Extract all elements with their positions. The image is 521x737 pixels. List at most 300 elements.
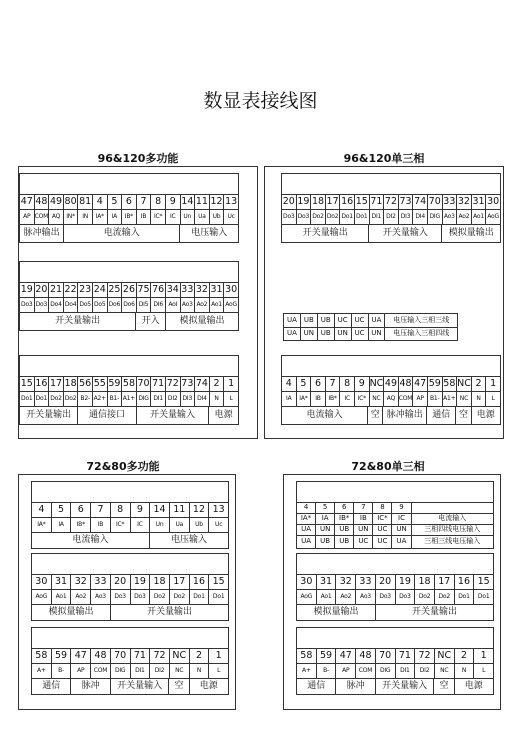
wiring-cell: UA [392, 535, 411, 548]
terminal-signal: AP [413, 391, 428, 406]
terminal-group-label: 开关量输入 [137, 406, 210, 424]
terminal-number: 9 [166, 194, 181, 209]
wiring-cell: UC [335, 314, 352, 327]
terminal-number: 73 [181, 378, 194, 389]
terminal-signal: Ao3 [91, 589, 111, 604]
terminal-number: 71 [152, 378, 165, 389]
terminal-signal: IA [282, 391, 297, 406]
terminal-signal: Do3 [35, 297, 50, 312]
terminal-signal: Ao2 [457, 209, 472, 224]
terminal-number: 21 [49, 284, 63, 295]
panel-96-120-multi [18, 166, 258, 439]
wiring-cell: UN [392, 524, 411, 535]
terminal-number: 2 [472, 376, 487, 391]
terminal-group-label: 通信 [32, 678, 71, 694]
terminal-number: 9 [131, 502, 151, 517]
terminal-group-label: 开关量输入 [111, 678, 170, 694]
terminal-signal: DI1 [151, 391, 166, 406]
terminal-signal: Do3 [297, 209, 312, 224]
terminal-number: 33 [443, 196, 456, 207]
terminal-number: NC [457, 378, 471, 389]
terminal-number: 81 [79, 196, 92, 207]
wiring-cell: UN [354, 524, 373, 535]
terminal-signal: IC* [111, 517, 131, 532]
terminal-signal: Do3 [282, 209, 297, 224]
terminal-group-label: 电压输入 [170, 535, 207, 545]
terminal-number: NC [170, 648, 190, 663]
wiring-cell: UA [297, 535, 316, 548]
current-voltage-wiring-table [296, 481, 494, 549]
terminal-number: 59 [52, 648, 72, 663]
terminal-number: 8 [151, 194, 166, 209]
terminal-number: 74 [195, 378, 208, 389]
wiring-cell: UN [316, 524, 335, 535]
wiring-cell: UB [335, 524, 354, 535]
wiring-cell: IC* [373, 513, 392, 524]
terminal-number: 4 [93, 194, 108, 209]
wiring-cell: UC [352, 314, 369, 327]
terminal-signal: Do3 [396, 589, 416, 604]
terminal-signal: DIG [137, 391, 152, 406]
terminal-number: 9 [355, 376, 370, 391]
terminal-signal: Do1 [455, 589, 475, 604]
terminal-signal: IA* [93, 209, 108, 224]
terminal-signal: Ua [170, 517, 190, 532]
terminal-signal: Ao3 [356, 589, 376, 604]
terminal-signal: AP [336, 663, 356, 678]
terminal-signal: Do2 [311, 209, 326, 224]
terminal-group-label: 电源 [199, 681, 218, 691]
terminal-number: 20 [111, 574, 131, 589]
terminal-number: 31 [472, 196, 485, 207]
terminal-number: 31 [317, 574, 337, 589]
terminal-signal: AQ [49, 209, 64, 224]
page-title: 数显表接线图 [203, 90, 318, 112]
terminal-signal: DI3 [181, 391, 196, 406]
panel-title-96-120-multi: 96&120多功能 [97, 152, 179, 165]
terminal-number: 48 [35, 196, 48, 207]
terminal-signal: AQ [384, 391, 399, 406]
terminal-number: 47 [20, 196, 33, 207]
wiring-cell: UB [318, 314, 335, 327]
terminal-signal: AoG [32, 589, 52, 604]
terminal-block [31, 627, 229, 695]
terminal-number: 16 [35, 378, 48, 389]
terminal-signal: IN* [64, 209, 79, 224]
wiring-cell: UB [301, 314, 318, 327]
terminal-signal: Do1 [477, 593, 490, 600]
terminal-number: 56 [79, 378, 92, 389]
terminal-signal: B2- [78, 391, 93, 406]
terminal-block [31, 481, 229, 549]
terminal-signal: IB [91, 517, 111, 532]
terminal-signal: Do6 [108, 297, 123, 312]
terminal-number: 13 [212, 504, 225, 515]
terminal-number: 6 [335, 502, 354, 513]
terminal-number: 1 [490, 378, 497, 389]
terminal-signal: Ao1 [317, 589, 337, 604]
terminal-number: 58 [122, 378, 135, 389]
terminal-number: 23 [79, 284, 92, 295]
terminal-group-label: 电源 [214, 410, 233, 420]
terminal-signal: Do3 [131, 589, 151, 604]
terminal-group-label: 开关量输入 [376, 678, 435, 694]
terminal-signal: Do2 [150, 589, 170, 604]
terminal-number: 32 [336, 574, 356, 589]
terminal-number: 5 [297, 376, 312, 391]
terminal-number: 20 [376, 574, 396, 589]
terminal-signal: N [210, 391, 225, 406]
terminal-signal: Do2 [415, 589, 435, 604]
terminal-signal: IC [166, 209, 181, 224]
terminal-number: 70 [428, 196, 441, 207]
terminal-number: 30 [297, 574, 317, 589]
terminal-group-label: 模拟量输出 [32, 604, 111, 620]
terminal-cover [32, 482, 228, 503]
terminal-group-label: 开关量输出 [20, 312, 136, 330]
terminal-signal: Do3 [20, 297, 35, 312]
terminal-number: 18 [311, 196, 325, 207]
terminal-number: 15 [212, 576, 225, 587]
panel-title-72-80-single-three: 72&80单三相 [351, 460, 425, 473]
terminal-signal: N [472, 391, 487, 406]
terminal-number: 30 [487, 196, 500, 207]
terminal-number: 32 [71, 574, 91, 589]
terminal-number: 24 [93, 284, 106, 295]
terminal-number: 7 [91, 502, 111, 517]
terminal-signal: DI4 [195, 391, 210, 406]
terminal-number: NC [435, 648, 455, 663]
terminal-number: 2 [455, 648, 475, 663]
terminal-signal: NC [170, 663, 190, 678]
terminal-number: 2 [210, 376, 225, 391]
terminal-signal: Do2 [170, 589, 190, 604]
terminal-signal: AP [20, 209, 35, 224]
terminal-group-label: 电流输入 [282, 406, 368, 424]
terminal-number: 16 [341, 196, 354, 207]
terminal-signal: AoG [297, 589, 317, 604]
wiring-cell: UA [284, 327, 301, 340]
terminal-signal: DI6 [151, 297, 166, 312]
terminal-number: 72 [166, 378, 179, 389]
wiring-cell: UA [369, 314, 386, 327]
wiring-cell: UB [316, 535, 335, 548]
terminal-signal: Ao3 [443, 209, 458, 224]
terminal-number: 12 [190, 502, 210, 517]
terminal-number: 72 [384, 196, 397, 207]
terminal-signal: Ao1 [52, 589, 72, 604]
terminal-number: 76 [152, 284, 165, 295]
terminal-signal: DI2 [384, 209, 399, 224]
wiring-cell: UA [284, 314, 301, 327]
terminal-signal: Do1 [35, 391, 50, 406]
terminal-number: 47 [336, 648, 356, 663]
terminal-group-label: 开入 [136, 312, 166, 330]
terminal-number: 25 [108, 284, 121, 295]
terminal-group-label: 空 [456, 406, 471, 424]
panel-72-80-multi [18, 474, 236, 710]
terminal-number: 49 [384, 378, 397, 389]
terminal-cover [32, 554, 228, 575]
terminal-number: 19 [131, 574, 151, 589]
terminal-number: 4 [282, 376, 297, 391]
terminal-number: 11 [195, 196, 208, 207]
terminal-number: 7 [326, 376, 341, 391]
terminal-number: 5 [316, 502, 335, 513]
terminal-cover [20, 174, 238, 195]
terminal-group-label: 开关量输出 [282, 224, 369, 242]
terminal-number: 74 [414, 196, 427, 207]
wiring-cell: UC [373, 535, 392, 548]
terminal-number: 71 [131, 648, 151, 663]
terminal-number: 6 [122, 194, 137, 209]
terminal-number: 6 [311, 376, 326, 391]
terminal-number: 59 [108, 378, 121, 389]
voltage-wiring-table [283, 313, 458, 341]
terminal-group-label: 通信 [427, 406, 456, 424]
terminal-number: 1 [228, 378, 235, 389]
terminal-signal: Do1 [355, 209, 370, 224]
terminal-group-label: 模拟量输出 [448, 228, 494, 238]
terminal-number: 20 [35, 284, 48, 295]
terminal-number: 16 [455, 574, 475, 589]
terminal-signal: NC [435, 663, 455, 678]
wiring-label: 电压输入三相三线 [393, 316, 450, 324]
terminal-signal: IA* [32, 517, 52, 532]
terminal-cover [32, 628, 228, 649]
empty-cell [412, 502, 493, 513]
terminal-number: 1 [480, 650, 487, 661]
terminal-group-label: 电压输入 [191, 228, 228, 238]
terminal-signal: B- [52, 663, 72, 678]
terminal-group-label: 电流输入 [32, 532, 150, 548]
terminal-signal: Do2 [49, 391, 64, 406]
terminal-number: 15 [20, 378, 33, 389]
wiring-label: 三相四线电压输入 [424, 525, 481, 533]
terminal-group-label: 空 [169, 678, 189, 694]
terminal-number: 18 [415, 574, 435, 589]
terminal-signal: B- [317, 663, 337, 678]
wiring-cell: UN [369, 327, 386, 340]
terminal-number: 59 [428, 378, 441, 389]
terminal-number: 33 [356, 574, 376, 589]
terminal-group-label: 脉冲输出 [383, 406, 427, 424]
terminal-number: 19 [20, 284, 33, 295]
terminal-number: 71 [370, 196, 383, 207]
terminal-signal: IA [52, 517, 72, 532]
terminal-signal: NC [370, 391, 385, 406]
wiring-cell: UA [297, 524, 316, 535]
terminal-signal: Do6 [122, 297, 137, 312]
terminal-signal: IA [108, 209, 123, 224]
terminal-signal: NC [457, 391, 472, 406]
terminal-block [19, 261, 239, 331]
panel-72-80-single-three [283, 474, 501, 710]
terminal-signal: A+ [32, 663, 52, 678]
terminal-number: 8 [340, 376, 355, 391]
terminal-number: 11 [170, 502, 190, 517]
terminal-signal: DI5 [137, 297, 152, 312]
terminal-signal: IC [131, 517, 151, 532]
terminal-signal: Do1 [212, 593, 225, 600]
terminal-signal: N [455, 663, 475, 678]
wiring-cell: IA* [297, 513, 316, 524]
terminal-signal: DIG [428, 209, 443, 224]
terminal-number: 31 [210, 284, 223, 295]
terminal-group-label: 空 [434, 678, 454, 694]
terminal-signal: IB [137, 209, 152, 224]
terminal-signal: DI1 [131, 663, 151, 678]
terminal-signal: Do3 [376, 589, 396, 604]
terminal-number: 48 [399, 378, 412, 389]
terminal-signal: DI4 [413, 209, 428, 224]
terminal-signal: Do4 [64, 297, 79, 312]
terminal-group-label: 开关量输入 [369, 224, 442, 242]
terminal-block [31, 553, 229, 621]
terminal-signal: A2+ [93, 391, 108, 406]
terminal-number: 12 [210, 196, 223, 207]
terminal-cover [20, 356, 238, 377]
terminal-number: 5 [52, 502, 72, 517]
wiring-cell: IA [316, 513, 335, 524]
terminal-number: 6 [71, 502, 91, 517]
terminal-block [19, 355, 239, 425]
terminal-number: 72 [150, 648, 170, 663]
wiring-label: 电压输入三相四线 [393, 329, 450, 337]
terminal-number: 30 [32, 574, 52, 589]
terminal-signal: Ua [195, 209, 210, 224]
terminal-number: 47 [71, 648, 91, 663]
terminal-number: 70 [376, 648, 396, 663]
terminal-group-label: 电源 [464, 681, 483, 691]
terminal-number: 18 [64, 378, 77, 389]
terminal-group-label: 脉冲 [336, 678, 375, 694]
wiring-cell: IB* [335, 513, 354, 524]
terminal-number: 1 [215, 650, 222, 661]
terminal-signal: DI2 [150, 663, 170, 678]
terminal-signal: Un [150, 517, 170, 532]
terminal-number: 32 [195, 284, 208, 295]
terminal-signal: Ub [190, 517, 210, 532]
terminal-signal: Do2 [326, 209, 341, 224]
wiring-cell: UN [301, 327, 318, 340]
terminal-number: 73 [399, 196, 412, 207]
terminal-cover [20, 262, 238, 283]
wiring-cell: UB [318, 327, 335, 340]
terminal-signal: Do1 [190, 589, 210, 604]
terminal-number: 4 [32, 502, 52, 517]
terminal-number: 31 [52, 574, 72, 589]
terminal-signal: B1- [108, 391, 123, 406]
terminal-number: 15 [477, 576, 490, 587]
terminal-signal: L [217, 667, 221, 674]
terminal-number: 80 [64, 196, 77, 207]
terminal-signal: COM [356, 663, 376, 678]
terminal-cover [282, 356, 500, 377]
terminal-signal: COM [399, 391, 414, 406]
terminal-group-label: 通信 [297, 678, 336, 694]
terminal-signal: Do4 [49, 297, 64, 312]
wiring-cell: IB [354, 513, 373, 524]
terminal-signal: IC [340, 391, 355, 406]
terminal-signal: Ao2 [195, 297, 210, 312]
terminal-number: 33 [91, 574, 111, 589]
terminal-number: 5 [108, 194, 123, 209]
terminal-number: 55 [93, 378, 106, 389]
terminal-number: 33 [181, 284, 194, 295]
terminal-block [281, 355, 501, 425]
terminal-signal: DIG [111, 663, 131, 678]
terminal-signal: Do5 [93, 297, 108, 312]
terminal-block [296, 627, 494, 695]
terminal-number: NC [369, 378, 384, 389]
terminal-group-label: 开关量输出 [146, 607, 192, 617]
wiring-label: 三相三线电压输入 [424, 537, 481, 545]
wiring-cell: UC [373, 524, 392, 535]
terminal-cover [282, 174, 500, 195]
terminal-number: 17 [435, 574, 455, 589]
wiring-cell: UC [354, 535, 373, 548]
terminal-number: 19 [396, 574, 416, 589]
terminal-number: 8 [111, 502, 131, 517]
terminal-group-label: 电源 [476, 410, 495, 420]
terminal-number: 72 [415, 648, 435, 663]
terminal-number: 19 [297, 196, 310, 207]
terminal-signal: L [482, 667, 486, 674]
terminal-number: 48 [91, 648, 111, 663]
terminal-number: 2 [190, 648, 210, 663]
terminal-signal: N [190, 663, 210, 678]
terminal-number: 59 [317, 648, 337, 663]
terminal-signal: Do1 [20, 391, 35, 406]
terminal-signal: DIG [376, 663, 396, 678]
terminal-signal: A+ [297, 663, 317, 678]
terminal-number: 14 [181, 196, 194, 207]
terminal-number: 70 [137, 378, 150, 389]
terminal-signal: Un [181, 209, 196, 224]
terminal-signal: Ub [210, 209, 225, 224]
terminal-number: 7 [137, 194, 152, 209]
terminal-number: 70 [111, 648, 131, 663]
terminal-block [281, 173, 501, 243]
terminal-signal: Do3 [111, 589, 131, 604]
terminal-number: 18 [150, 574, 170, 589]
terminal-number: 58 [443, 378, 456, 389]
terminal-number: 17 [326, 196, 339, 207]
panel-96-120-single-three [264, 166, 504, 439]
terminal-signal: Do5 [78, 297, 93, 312]
terminal-number: 7 [354, 502, 373, 513]
terminal-signal: Uc [227, 213, 235, 220]
terminal-number: 15 [355, 196, 368, 207]
terminal-signal: IB* [326, 391, 341, 406]
terminal-signal: DI1 [396, 663, 416, 678]
terminal-number: 22 [64, 284, 77, 295]
panel-title-72-80-multi: 72&80多功能 [86, 460, 160, 473]
terminal-number: 49 [49, 196, 63, 207]
terminal-group-label: 空 [368, 406, 383, 424]
wiring-cell: UC [352, 327, 369, 340]
terminal-number: 17 [49, 378, 63, 389]
terminal-signal: AoG [225, 301, 237, 308]
panel-title-96-120-single-three: 96&120单三相 [343, 152, 425, 165]
terminal-signal: DI2 [415, 663, 435, 678]
terminal-signal: L [229, 395, 233, 402]
terminal-group-label: 开关量输出 [20, 406, 78, 424]
terminal-group-label: 脉冲输出 [20, 224, 64, 242]
terminal-group-label: 模拟量输出 [179, 316, 225, 326]
terminal-signal: A1+ [443, 391, 458, 406]
